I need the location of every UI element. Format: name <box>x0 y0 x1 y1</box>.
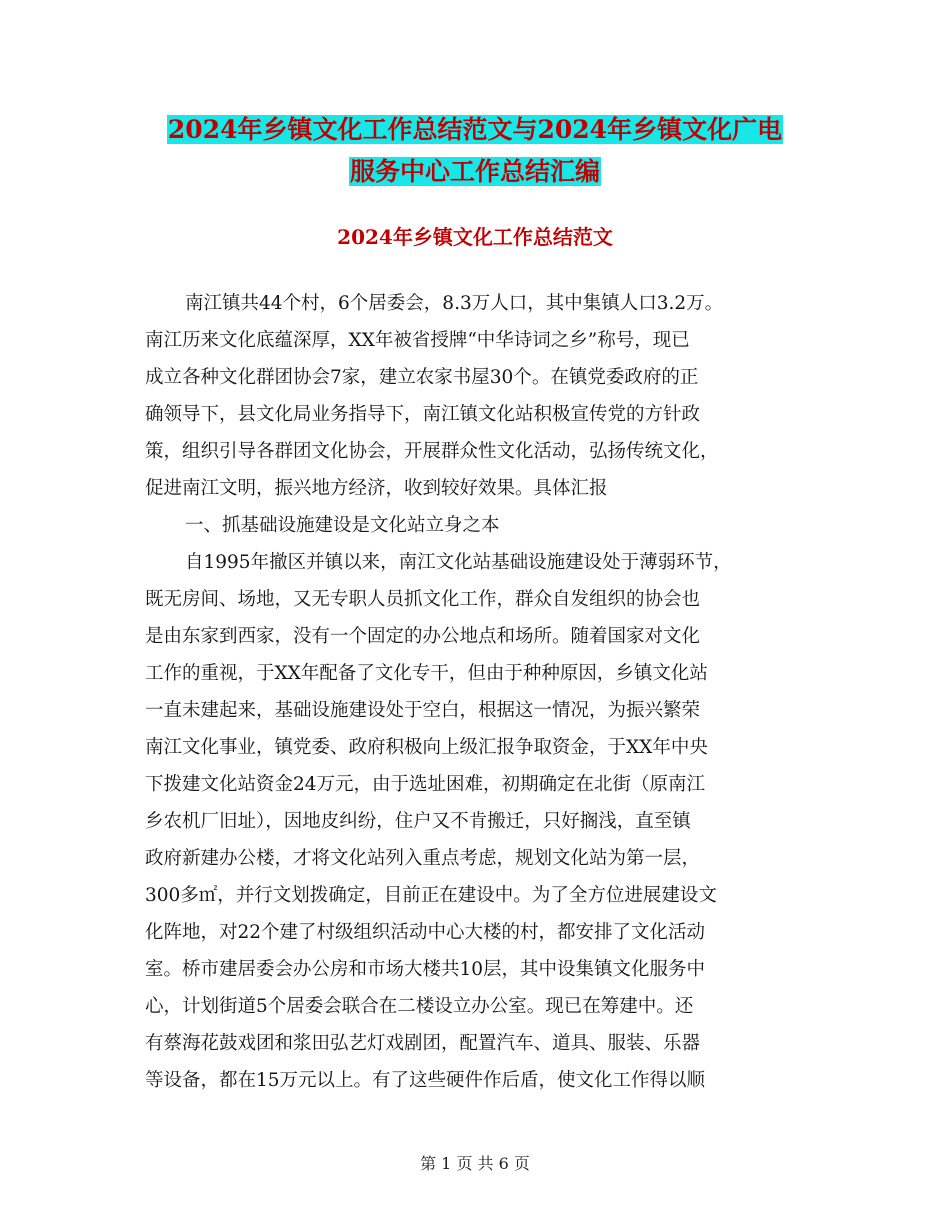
body-line: 工作的重视，于XX年配备了文化专干，但由于种种原因，乡镇文化站 <box>145 663 708 684</box>
body-line: 一直未建起来，基础设施建设处于空白，根据这一情况，为振兴繁荣 <box>145 700 701 721</box>
body-line: 一、抓基础设施建设是文化站立身之本 <box>185 515 500 536</box>
body-line: 策，组织引导各群团文化协会，开展群众性文化活动，弘扬传统文化， <box>145 441 719 462</box>
document-title-line-1 <box>0 113 950 147</box>
body-line: 促进南江文明，振兴地方经济，收到较好效果。具体汇报 <box>145 478 608 499</box>
body-line: 等设备，都在15万元以上。有了这些硬件作后盾，使文化工作得以顺 <box>145 1070 706 1091</box>
section-title: 2024年乡镇文化工作总结范文 <box>337 225 613 249</box>
body-line: 南江文化事业，镇党委、政府积极向上级汇报争取资金，于XX年中央 <box>145 737 708 758</box>
document-title-line-2 <box>0 155 950 189</box>
body-line: 政府新建办公楼，才将文化站列入重点考虑，规划文化站为第一层， <box>145 848 701 869</box>
body-line: 自1995年撤区并镇以来，南江文化站基础设施建设处于薄弱环节， <box>185 552 732 573</box>
body-line: 成立各种文化群团协会7家，建立农家书屋30个。在镇党委政府的正 <box>145 367 699 388</box>
document-title-text-1: 2024年乡镇文化工作总结范文与2024年乡镇文化广电 <box>167 115 783 144</box>
document-title-text-2: 服务中心工作总结汇编 <box>349 157 600 186</box>
body-line: 乡农机厂旧址），因地皮纠纷，住户又不肯搬迁，只好搁浅，直至镇 <box>145 811 691 832</box>
body-line: 300多㎡，并行文划拨确定，目前正在建设中。为了全方位进展建设文 <box>145 885 717 906</box>
page-indicator: 第 1 页 共 6 页 <box>420 1154 530 1173</box>
body-line: 下拨建文化站资金24万元，由于选址困难，初期确定在北街（原南江 <box>145 774 706 795</box>
body-line: 确领导下，县文化局业务指导下，南江镇文化站积极宣传党的方针政 <box>145 404 701 425</box>
body-line: 有蔡海花鼓戏团和浆田弘艺灯戏剧团，配置汽车、道具、服装、乐器 <box>145 1033 701 1054</box>
body-line: 既无房间、场地，又无专职人员抓文化工作，群众自发组织的协会也 <box>145 589 701 610</box>
body-line: 室。桥市建居委会办公房和市场大楼共10层，其中设集镇文化服务中 <box>145 959 706 980</box>
body-line: 是由东家到西家，没有一个固定的办公地点和场所。随着国家对文化 <box>145 626 701 647</box>
body-line: 化阵地，对22个建了村级组织活动中心大楼的村，都安排了文化活动 <box>145 922 706 943</box>
body-line: 南江历来文化底蕴深厚，XX年被省授牌“中华诗词之乡”称号，现已 <box>145 330 690 351</box>
body-line: 南江镇共44个村，6个居委会，8.3万人口，其中集镇人口3.2万。 <box>185 293 724 314</box>
body-line: 心，计划街道5个居委会联合在二楼设立办公室。现已在筹建中。还 <box>145 996 694 1017</box>
